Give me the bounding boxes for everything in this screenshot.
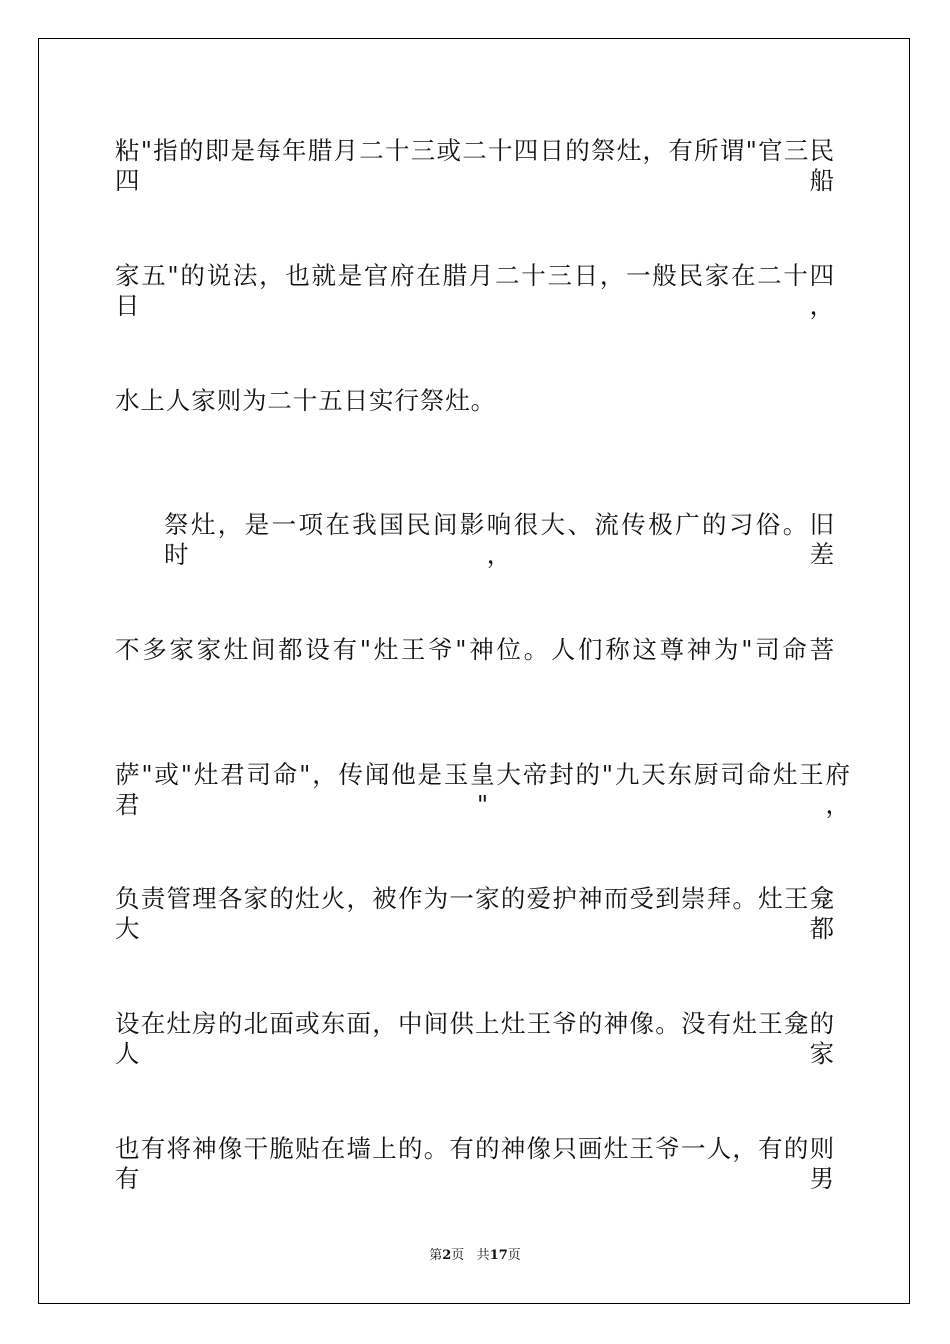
footer-prefix: 第: [429, 1248, 443, 1263]
page-footer: [0, 1244, 950, 1263]
page-border: [38, 38, 910, 1304]
paragraph-line: 也有将神像干脆贴在墙上的。有的神像只画灶王爷一人，有的则有男: [115, 1134, 835, 1193]
paragraph-line: 水上人家则为二十五日实行祭灶。: [115, 386, 496, 415]
total-suffix: 页: [507, 1248, 521, 1263]
paragraph-line: 负责管理各家的灶火，被作为一家的爱护神而受到崇拜。灶王龛大都: [115, 884, 835, 943]
paragraph-line: 不多家家灶间都设有"灶王爷"神位。人们称这尊神为"司命菩: [115, 635, 835, 664]
page-number: 2: [442, 1248, 452, 1263]
total-prefix: 共: [476, 1248, 490, 1263]
page-suffix: 页: [451, 1248, 465, 1263]
paragraph-line: 萨"或"灶君司命"，传闻他是玉皇大帝封的"九天东厨司命灶王府君"，: [115, 760, 850, 819]
paragraph-line-indented: 祭灶，是一项在我国民间影响很大、流传极广的习俗。旧时，差: [164, 510, 835, 569]
paragraph-line: 家五"的说法，也就是官府在腊月二十三日，一般民家在二十四日，: [115, 261, 835, 320]
paragraph-line: 粘"指的即是每年腊月二十三或二十四日的祭灶，有所谓"官三民四船: [115, 136, 835, 195]
total-pages: 17: [489, 1248, 508, 1263]
paragraph-line: 设在灶房的北面或东面，中间供上灶王爷的神像。没有灶王龛的人家: [115, 1009, 835, 1068]
